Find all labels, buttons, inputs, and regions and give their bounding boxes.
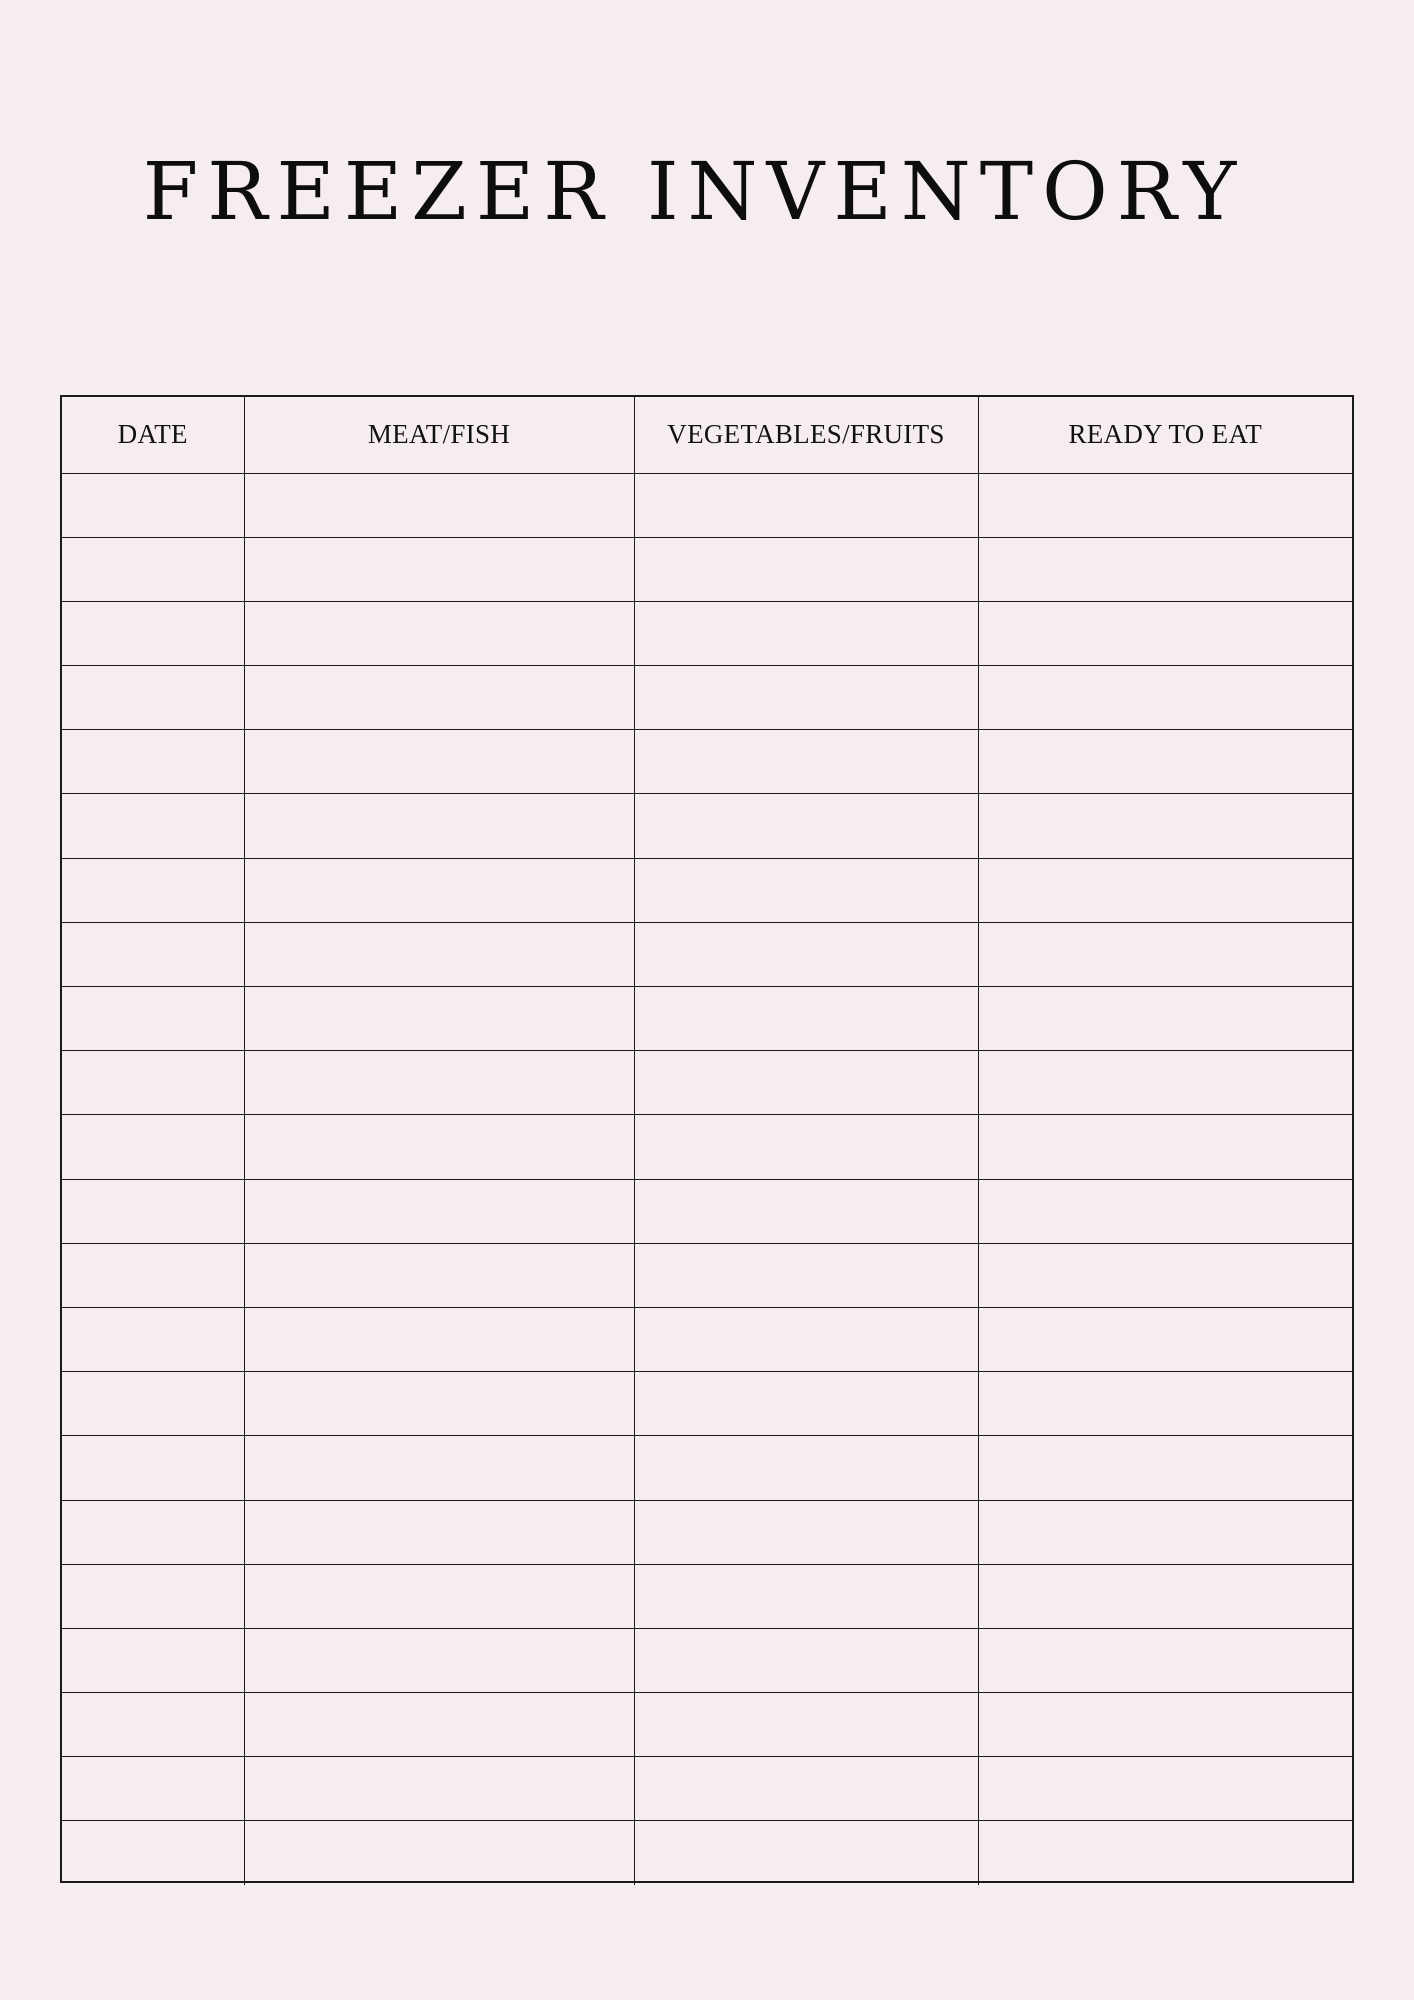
table-row — [62, 1372, 1352, 1436]
cell-vegetables-fruits[interactable] — [634, 1179, 978, 1243]
cell-vegetables-fruits[interactable] — [634, 473, 978, 537]
cell-vegetables-fruits[interactable] — [634, 730, 978, 794]
cell-vegetables-fruits[interactable] — [634, 1693, 978, 1757]
cell-vegetables-fruits[interactable] — [634, 1372, 978, 1436]
cell-vegetables-fruits[interactable] — [634, 1051, 978, 1115]
cell-meat-fish[interactable] — [244, 601, 634, 665]
cell-date[interactable] — [62, 922, 244, 986]
cell-ready-to-eat[interactable] — [978, 922, 1352, 986]
header-date: DATE — [62, 397, 244, 473]
cell-date[interactable] — [62, 794, 244, 858]
cell-ready-to-eat[interactable] — [978, 1628, 1352, 1692]
cell-vegetables-fruits[interactable] — [634, 922, 978, 986]
cell-ready-to-eat[interactable] — [978, 1307, 1352, 1371]
table-row — [62, 858, 1352, 922]
header-vegetables-fruits: VEGETABLES/FRUITS — [634, 397, 978, 473]
cell-meat-fish[interactable] — [244, 1179, 634, 1243]
cell-vegetables-fruits[interactable] — [634, 1564, 978, 1628]
cell-date[interactable] — [62, 1693, 244, 1757]
cell-ready-to-eat[interactable] — [978, 1564, 1352, 1628]
cell-vegetables-fruits[interactable] — [634, 987, 978, 1051]
cell-meat-fish[interactable] — [244, 794, 634, 858]
table-row — [62, 922, 1352, 986]
cell-date[interactable] — [62, 1821, 244, 1885]
cell-vegetables-fruits[interactable] — [634, 1307, 978, 1371]
cell-meat-fish[interactable] — [244, 1564, 634, 1628]
cell-date[interactable] — [62, 1436, 244, 1500]
cell-date[interactable] — [62, 537, 244, 601]
cell-meat-fish[interactable] — [244, 1307, 634, 1371]
cell-meat-fish[interactable] — [244, 1821, 634, 1885]
cell-ready-to-eat[interactable] — [978, 1051, 1352, 1115]
cell-date[interactable] — [62, 666, 244, 730]
cell-ready-to-eat[interactable] — [978, 1693, 1352, 1757]
table-row — [62, 1179, 1352, 1243]
cell-date[interactable] — [62, 1307, 244, 1371]
page-title: FREEZER INVENTORY — [142, 145, 1246, 238]
cell-vegetables-fruits[interactable] — [634, 666, 978, 730]
table-row — [62, 666, 1352, 730]
cell-vegetables-fruits[interactable] — [634, 858, 978, 922]
table-row — [62, 473, 1352, 537]
cell-ready-to-eat[interactable] — [978, 1436, 1352, 1500]
cell-meat-fish[interactable] — [244, 1757, 634, 1821]
cell-date[interactable] — [62, 1243, 244, 1307]
table-row — [62, 1821, 1352, 1885]
cell-ready-to-eat[interactable] — [978, 858, 1352, 922]
cell-meat-fish[interactable] — [244, 1500, 634, 1564]
cell-vegetables-fruits[interactable] — [634, 601, 978, 665]
table-row — [62, 1115, 1352, 1179]
cell-date[interactable] — [62, 1628, 244, 1692]
cell-meat-fish[interactable] — [244, 987, 634, 1051]
cell-ready-to-eat[interactable] — [978, 1243, 1352, 1307]
cell-meat-fish[interactable] — [244, 1372, 634, 1436]
cell-ready-to-eat[interactable] — [978, 794, 1352, 858]
table-row — [62, 537, 1352, 601]
cell-ready-to-eat[interactable] — [978, 1500, 1352, 1564]
cell-vegetables-fruits[interactable] — [634, 1436, 978, 1500]
inventory-rows — [62, 473, 1352, 1885]
cell-vegetables-fruits[interactable] — [634, 537, 978, 601]
cell-ready-to-eat[interactable] — [978, 987, 1352, 1051]
table-row — [62, 1307, 1352, 1371]
cell-ready-to-eat[interactable] — [978, 1115, 1352, 1179]
cell-meat-fish[interactable] — [244, 858, 634, 922]
cell-meat-fish[interactable] — [244, 922, 634, 986]
cell-date[interactable] — [62, 1372, 244, 1436]
cell-ready-to-eat[interactable] — [978, 666, 1352, 730]
header-meat-fish: MEAT/FISH — [244, 397, 634, 473]
cell-ready-to-eat[interactable] — [978, 1179, 1352, 1243]
cell-meat-fish[interactable] — [244, 1436, 634, 1500]
cell-ready-to-eat[interactable] — [978, 601, 1352, 665]
cell-ready-to-eat[interactable] — [978, 537, 1352, 601]
cell-meat-fish[interactable] — [244, 1243, 634, 1307]
cell-ready-to-eat[interactable] — [978, 1821, 1352, 1885]
header-row — [62, 397, 1352, 473]
cell-meat-fish[interactable] — [244, 1051, 634, 1115]
table-row — [62, 1628, 1352, 1692]
cell-vegetables-fruits[interactable] — [634, 794, 978, 858]
table-row — [62, 1500, 1352, 1564]
cell-meat-fish[interactable] — [244, 1115, 634, 1179]
cell-ready-to-eat[interactable] — [978, 1757, 1352, 1821]
cell-date[interactable] — [62, 1051, 244, 1115]
cell-meat-fish[interactable] — [244, 537, 634, 601]
cell-date[interactable] — [62, 1500, 244, 1564]
cell-date[interactable] — [62, 1179, 244, 1243]
cell-meat-fish[interactable] — [244, 666, 634, 730]
cell-date[interactable] — [62, 858, 244, 922]
cell-date[interactable] — [62, 1115, 244, 1179]
table-row — [62, 1243, 1352, 1307]
table-row — [62, 601, 1352, 665]
cell-meat-fish[interactable] — [244, 1628, 634, 1692]
table-row — [62, 1436, 1352, 1500]
cell-date[interactable] — [62, 987, 244, 1051]
cell-vegetables-fruits[interactable] — [634, 1243, 978, 1307]
cell-vegetables-fruits[interactable] — [634, 1628, 978, 1692]
table-row — [62, 1564, 1352, 1628]
cell-vegetables-fruits[interactable] — [634, 1757, 978, 1821]
cell-ready-to-eat[interactable] — [978, 473, 1352, 537]
inventory-sheet — [60, 395, 1354, 1883]
cell-meat-fish[interactable] — [244, 473, 634, 537]
table-row — [62, 1051, 1352, 1115]
header-ready-to-eat: READY TO EAT — [978, 397, 1352, 473]
cell-date[interactable] — [62, 730, 244, 794]
cell-date[interactable] — [62, 473, 244, 537]
cell-ready-to-eat[interactable] — [978, 730, 1352, 794]
inventory-table — [62, 397, 1352, 1885]
table-row — [62, 730, 1352, 794]
cell-date[interactable] — [62, 1757, 244, 1821]
cell-vegetables-fruits[interactable] — [634, 1821, 978, 1885]
table-row — [62, 1693, 1352, 1757]
table-row — [62, 987, 1352, 1051]
cell-date[interactable] — [62, 601, 244, 665]
cell-vegetables-fruits[interactable] — [634, 1500, 978, 1564]
table-row — [62, 794, 1352, 858]
cell-vegetables-fruits[interactable] — [634, 1115, 978, 1179]
cell-meat-fish[interactable] — [244, 730, 634, 794]
table-row — [62, 1757, 1352, 1821]
cell-date[interactable] — [62, 1564, 244, 1628]
cell-ready-to-eat[interactable] — [978, 1372, 1352, 1436]
cell-meat-fish[interactable] — [244, 1693, 634, 1757]
